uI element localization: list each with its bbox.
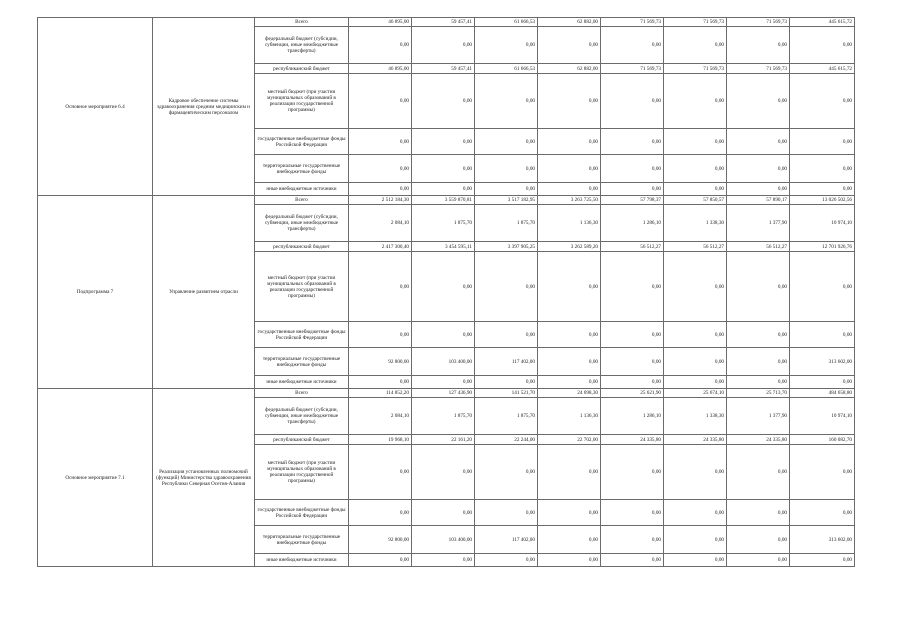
- amount-cell: 1 136,30: [538, 398, 601, 435]
- amount-cell: 25 621,90: [601, 389, 664, 398]
- amount-cell: 0,00: [727, 74, 790, 129]
- amount-cell: 62 882,00: [538, 64, 601, 74]
- amount-cell: 71 569,73: [727, 64, 790, 74]
- amount-cell: 0,00: [601, 376, 664, 389]
- amount-cell: 0,00: [475, 500, 538, 526]
- amount-cell: 24 335,80: [601, 435, 664, 445]
- amount-cell: 24 335,80: [727, 435, 790, 445]
- amount-cell: 56 512,27: [664, 242, 727, 252]
- row-total-cell: 0,00: [790, 500, 855, 526]
- row-total-cell: 445 615,72: [790, 64, 855, 74]
- row-total-cell: 0,00: [790, 27, 855, 64]
- amount-cell: 0,00: [475, 27, 538, 64]
- funding-source-cell: государственные внебюджетные фонды Российской Федерации: [255, 322, 349, 348]
- amount-cell: 1 875,70: [412, 205, 475, 242]
- amount-cell: 57 890,17: [727, 196, 790, 205]
- amount-cell: 0,00: [538, 526, 601, 554]
- amount-cell: 0,00: [538, 554, 601, 567]
- amount-cell: 1 875,70: [412, 398, 475, 435]
- funding-source-cell: Всего: [255, 18, 349, 27]
- amount-cell: 0,00: [601, 348, 664, 376]
- amount-cell: 0,00: [601, 252, 664, 322]
- amount-cell: 3 397 905,25: [475, 242, 538, 252]
- amount-cell: 25 713,70: [727, 389, 790, 398]
- amount-cell: 3 454 595,11: [412, 242, 475, 252]
- amount-cell: 1 377,90: [727, 398, 790, 435]
- amount-cell: 0,00: [727, 252, 790, 322]
- amount-cell: 24 335,80: [664, 435, 727, 445]
- amount-cell: 0,00: [412, 554, 475, 567]
- amount-cell: 0,00: [349, 129, 412, 155]
- funding-source-cell: территориальные государственные внебюджетные фонды: [255, 348, 349, 376]
- amount-cell: 0,00: [412, 183, 475, 196]
- amount-cell: 114 852,20: [349, 389, 412, 398]
- amount-cell: 0,00: [664, 554, 727, 567]
- amount-cell: 0,00: [475, 183, 538, 196]
- table-row: [38, 196, 855, 205]
- amount-cell: 0,00: [727, 376, 790, 389]
- amount-cell: 61 666,53: [475, 64, 538, 74]
- amount-cell: 0,00: [349, 155, 412, 183]
- funding-source-cell: местный бюджет (при участии муниципальных образований в реализации государственной программы): [255, 445, 349, 500]
- amount-cell: 2 084,10: [349, 398, 412, 435]
- amount-cell: 103 400,00: [412, 348, 475, 376]
- amount-cell: 0,00: [475, 376, 538, 389]
- amount-cell: 56 512,27: [727, 242, 790, 252]
- amount-cell: 0,00: [727, 322, 790, 348]
- funding-source-cell: местный бюджет (при участии муниципальных образований в реализации государственной программы): [255, 74, 349, 129]
- amount-cell: 25 674,10: [664, 389, 727, 398]
- funding-source-cell: государственные внебюджетные фонды Российской Федерации: [255, 500, 349, 526]
- row-total-cell: 0,00: [790, 129, 855, 155]
- amount-cell: 0,00: [412, 27, 475, 64]
- amount-cell: 0,00: [664, 322, 727, 348]
- amount-cell: 92 800,00: [349, 348, 412, 376]
- amount-cell: 0,00: [727, 348, 790, 376]
- amount-cell: 0,00: [727, 155, 790, 183]
- amount-cell: 0,00: [349, 183, 412, 196]
- amount-cell: 0,00: [727, 27, 790, 64]
- row-total-cell: 0,00: [790, 74, 855, 129]
- amount-cell: 0,00: [601, 155, 664, 183]
- amount-cell: 0,00: [601, 129, 664, 155]
- amount-cell: 57 850,57: [664, 196, 727, 205]
- amount-cell: 0,00: [538, 445, 601, 500]
- amount-cell: 0,00: [349, 500, 412, 526]
- amount-cell: 0,00: [664, 252, 727, 322]
- budget-table-sheet: [37, 17, 854, 567]
- amount-cell: 0,00: [664, 526, 727, 554]
- amount-cell: 0,00: [664, 129, 727, 155]
- amount-cell: 57 798,37: [601, 196, 664, 205]
- program-name-cell: Основное мероприятие 6.4: [38, 18, 153, 196]
- funding-source-cell: территориальные государственные внебюджетные фонды: [255, 526, 349, 554]
- row-total-cell: 0,00: [790, 554, 855, 567]
- amount-cell: 0,00: [538, 27, 601, 64]
- amount-cell: 71 569,73: [601, 18, 664, 27]
- amount-cell: 103 400,00: [412, 526, 475, 554]
- row-total-cell: 484 658,80: [790, 389, 855, 398]
- amount-cell: 0,00: [412, 74, 475, 129]
- table-row: [38, 389, 855, 398]
- amount-cell: 0,00: [664, 445, 727, 500]
- table-row: [38, 18, 855, 27]
- row-total-cell: 0,00: [790, 252, 855, 322]
- row-total-cell: 10 974,10: [790, 398, 855, 435]
- amount-cell: 24 698,30: [538, 389, 601, 398]
- amount-cell: 0,00: [475, 445, 538, 500]
- amount-cell: 1 875,70: [475, 205, 538, 242]
- amount-cell: 1 338,30: [664, 205, 727, 242]
- amount-cell: 1 338,30: [664, 398, 727, 435]
- amount-cell: 0,00: [475, 155, 538, 183]
- amount-cell: 0,00: [664, 74, 727, 129]
- amount-cell: 117 402,00: [475, 526, 538, 554]
- amount-cell: 0,00: [664, 27, 727, 64]
- row-total-cell: 0,00: [790, 322, 855, 348]
- amount-cell: 1 377,90: [727, 205, 790, 242]
- amount-cell: 0,00: [538, 155, 601, 183]
- amount-cell: 141 521,70: [475, 389, 538, 398]
- amount-cell: 0,00: [475, 74, 538, 129]
- amount-cell: 22 244,00: [475, 435, 538, 445]
- funding-source-cell: иные внебюджетные источники: [255, 376, 349, 389]
- program-name-cell: Основное мероприятие 7.1: [38, 389, 153, 567]
- amount-cell: 0,00: [664, 376, 727, 389]
- amount-cell: 0,00: [727, 183, 790, 196]
- row-total-cell: 0,00: [790, 445, 855, 500]
- row-total-cell: 445 615,72: [790, 18, 855, 27]
- amount-cell: 3 263 725,50: [538, 196, 601, 205]
- amount-cell: 0,00: [349, 376, 412, 389]
- amount-cell: 0,00: [601, 322, 664, 348]
- amount-cell: 0,00: [664, 348, 727, 376]
- funding-source-cell: Всего: [255, 389, 349, 398]
- amount-cell: 0,00: [349, 322, 412, 348]
- amount-cell: 59 457,41: [412, 18, 475, 27]
- amount-cell: 0,00: [538, 322, 601, 348]
- row-total-cell: 10 974,10: [790, 205, 855, 242]
- amount-cell: 0,00: [727, 129, 790, 155]
- program-title-cell: Управление развитием отрасли: [153, 196, 255, 389]
- amount-cell: 0,00: [349, 74, 412, 129]
- amount-cell: 0,00: [349, 252, 412, 322]
- program-title-cell: Реализация установленных полномочий (функций) Министерства здравоохранения Республики Северная Осетия-Алания: [153, 389, 255, 567]
- funding-source-cell: государственные внебюджетные фонды Российской Федерации: [255, 129, 349, 155]
- row-total-cell: 313 602,00: [790, 348, 855, 376]
- amount-cell: 0,00: [601, 526, 664, 554]
- amount-cell: 3 559 870,81: [412, 196, 475, 205]
- row-total-cell: 0,00: [790, 183, 855, 196]
- funding-source-cell: федеральный бюджет (субсидии, субвенции, иные межбюджетные трансферты): [255, 205, 349, 242]
- row-total-cell: 0,00: [790, 155, 855, 183]
- funding-source-cell: Всего: [255, 196, 349, 205]
- amount-cell: 0,00: [538, 129, 601, 155]
- amount-cell: 0,00: [475, 129, 538, 155]
- amount-cell: 71 569,73: [727, 18, 790, 27]
- amount-cell: 3 517 182,95: [475, 196, 538, 205]
- row-total-cell: 313 602,00: [790, 526, 855, 554]
- funding-source-cell: местный бюджет (при участии муниципальных образований в реализации государственной программы): [255, 252, 349, 322]
- amount-cell: 0,00: [538, 183, 601, 196]
- amount-cell: 0,00: [412, 252, 475, 322]
- amount-cell: 1 875,70: [475, 398, 538, 435]
- amount-cell: 0,00: [664, 155, 727, 183]
- amount-cell: 46 895,00: [349, 64, 412, 74]
- funding-source-cell: республиканский бюджет: [255, 435, 349, 445]
- amount-cell: 22 161,20: [412, 435, 475, 445]
- amount-cell: 71 569,73: [601, 64, 664, 74]
- amount-cell: 2 084,10: [349, 205, 412, 242]
- amount-cell: 0,00: [475, 252, 538, 322]
- funding-source-cell: республиканский бюджет: [255, 64, 349, 74]
- amount-cell: 62 882,00: [538, 18, 601, 27]
- amount-cell: 0,00: [601, 554, 664, 567]
- funding-source-cell: иные внебюджетные источники: [255, 183, 349, 196]
- amount-cell: 0,00: [601, 500, 664, 526]
- amount-cell: 71 569,73: [664, 64, 727, 74]
- amount-cell: 0,00: [475, 322, 538, 348]
- amount-cell: 22 702,00: [538, 435, 601, 445]
- amount-cell: 0,00: [412, 155, 475, 183]
- amount-cell: 0,00: [601, 183, 664, 196]
- amount-cell: 0,00: [538, 74, 601, 129]
- amount-cell: 1 286,10: [601, 398, 664, 435]
- amount-cell: 61 666,53: [475, 18, 538, 27]
- amount-cell: 0,00: [412, 500, 475, 526]
- amount-cell: 0,00: [727, 526, 790, 554]
- amount-cell: 59 457,41: [412, 64, 475, 74]
- amount-cell: 0,00: [601, 74, 664, 129]
- amount-cell: 0,00: [538, 376, 601, 389]
- row-total-cell: 0,00: [790, 376, 855, 389]
- row-total-cell: 12 701 926,76: [790, 242, 855, 252]
- amount-cell: 2 417 300,40: [349, 242, 412, 252]
- amount-cell: 117 402,00: [475, 348, 538, 376]
- amount-cell: 0,00: [412, 129, 475, 155]
- amount-cell: 46 895,00: [349, 18, 412, 27]
- amount-cell: 1 286,10: [601, 205, 664, 242]
- amount-cell: 0,00: [475, 554, 538, 567]
- amount-cell: 0,00: [601, 445, 664, 500]
- amount-cell: 0,00: [349, 554, 412, 567]
- amount-cell: 0,00: [349, 445, 412, 500]
- amount-cell: 1 136,30: [538, 205, 601, 242]
- amount-cell: 0,00: [538, 252, 601, 322]
- amount-cell: 127 436,90: [412, 389, 475, 398]
- amount-cell: 92 800,00: [349, 526, 412, 554]
- amount-cell: 0,00: [349, 27, 412, 64]
- amount-cell: 3 262 589,20: [538, 242, 601, 252]
- amount-cell: 56 512,27: [601, 242, 664, 252]
- budget-table: [37, 17, 855, 567]
- amount-cell: 0,00: [412, 445, 475, 500]
- amount-cell: 71 569,73: [664, 18, 727, 27]
- row-total-cell: 13 026 502,56: [790, 196, 855, 205]
- funding-source-cell: иные внебюджетные источники: [255, 554, 349, 567]
- amount-cell: 19 968,10: [349, 435, 412, 445]
- funding-source-cell: территориальные государственные внебюджетные фонды: [255, 155, 349, 183]
- amount-cell: 0,00: [727, 445, 790, 500]
- program-title-cell: Кадровое обеспечение системы здравоохранения средним медицинским и фармацевтическим персоналом: [153, 18, 255, 196]
- amount-cell: 0,00: [412, 376, 475, 389]
- funding-source-cell: республиканский бюджет: [255, 242, 349, 252]
- amount-cell: 0,00: [664, 500, 727, 526]
- row-total-cell: 160 082,70: [790, 435, 855, 445]
- amount-cell: 0,00: [727, 554, 790, 567]
- amount-cell: 0,00: [538, 500, 601, 526]
- amount-cell: 0,00: [664, 183, 727, 196]
- amount-cell: 0,00: [412, 322, 475, 348]
- amount-cell: 0,00: [601, 27, 664, 64]
- funding-source-cell: федеральный бюджет (субсидии, субвенции, иные межбюджетные трансферты): [255, 27, 349, 64]
- program-name-cell: Подпрограмма 7: [38, 196, 153, 389]
- amount-cell: 2 512 184,30: [349, 196, 412, 205]
- amount-cell: 0,00: [538, 348, 601, 376]
- amount-cell: 0,00: [727, 500, 790, 526]
- funding-source-cell: федеральный бюджет (субсидии, субвенции, иные межбюджетные трансферты): [255, 398, 349, 435]
